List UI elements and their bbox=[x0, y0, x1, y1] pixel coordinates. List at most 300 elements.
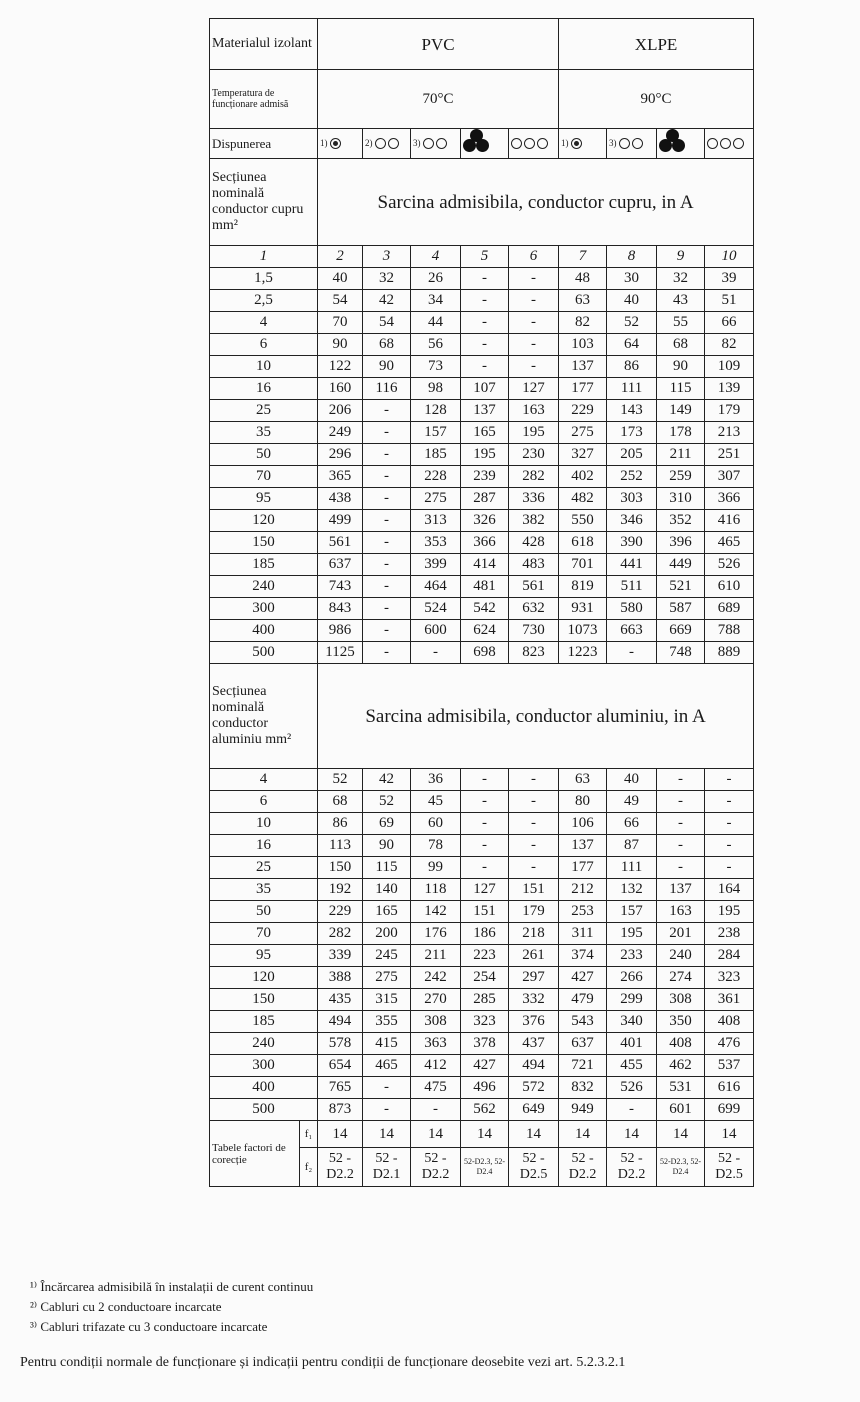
value-cell: 561 bbox=[509, 576, 559, 598]
section-cell: 185 bbox=[210, 554, 318, 576]
value-cell: 54 bbox=[318, 290, 363, 312]
value-cell: 311 bbox=[559, 923, 607, 945]
value-cell: 402 bbox=[559, 466, 607, 488]
value-cell: 479 bbox=[559, 989, 607, 1011]
table-row bbox=[210, 576, 754, 598]
value-cell: 68 bbox=[363, 334, 411, 356]
value-cell: 142 bbox=[411, 901, 461, 923]
value-cell: - bbox=[705, 857, 754, 879]
value-cell: - bbox=[363, 642, 411, 664]
value-cell: 610 bbox=[705, 576, 754, 598]
value-cell: - bbox=[705, 835, 754, 857]
column-number: 9 bbox=[657, 246, 705, 268]
value-cell: 137 bbox=[461, 400, 509, 422]
column-number: 2 bbox=[318, 246, 363, 268]
arrangement-1 bbox=[318, 129, 363, 159]
value-cell: 137 bbox=[657, 879, 705, 901]
value-cell: 205 bbox=[607, 444, 657, 466]
table-row bbox=[210, 312, 754, 334]
value-cell: 200 bbox=[363, 923, 411, 945]
value-cell: - bbox=[657, 791, 705, 813]
arrangement-3 bbox=[411, 129, 461, 159]
value-cell: - bbox=[363, 1099, 411, 1121]
value-cell: 986 bbox=[318, 620, 363, 642]
footnote-2: ²⁾ Cabluri cu 2 conductoare incarcate bbox=[30, 1299, 222, 1314]
f1-value: 14 bbox=[411, 1121, 461, 1148]
value-cell: 240 bbox=[657, 945, 705, 967]
section-cell: 500 bbox=[210, 642, 318, 664]
value-cell: 350 bbox=[657, 1011, 705, 1033]
value-cell: 165 bbox=[461, 422, 509, 444]
value-cell: - bbox=[461, 268, 509, 290]
section-cell: 70 bbox=[210, 923, 318, 945]
value-cell: 195 bbox=[509, 422, 559, 444]
value-cell: 68 bbox=[657, 334, 705, 356]
value-cell: - bbox=[363, 422, 411, 444]
temperature-xlpe: 90°C bbox=[559, 70, 754, 129]
value-cell: 87 bbox=[607, 835, 657, 857]
value-cell: 412 bbox=[411, 1055, 461, 1077]
value-cell: 157 bbox=[411, 422, 461, 444]
value-cell: 352 bbox=[657, 510, 705, 532]
table-row bbox=[210, 923, 754, 945]
value-cell: 63 bbox=[559, 769, 607, 791]
value-cell: - bbox=[509, 835, 559, 857]
value-cell: 115 bbox=[657, 378, 705, 400]
value-cell: - bbox=[461, 857, 509, 879]
value-cell: - bbox=[509, 334, 559, 356]
section-cell: 6 bbox=[210, 334, 318, 356]
value-cell: 308 bbox=[411, 1011, 461, 1033]
arrangement-label: Dispunerea bbox=[210, 129, 318, 159]
value-cell: 26 bbox=[411, 268, 461, 290]
value-cell: 437 bbox=[509, 1033, 559, 1055]
value-cell: 69 bbox=[363, 813, 411, 835]
cable-icon bbox=[537, 138, 548, 149]
value-cell: 40 bbox=[607, 290, 657, 312]
value-cell: 261 bbox=[509, 945, 559, 967]
footnote-mark: 1) bbox=[561, 138, 569, 148]
value-cell: 600 bbox=[411, 620, 461, 642]
section-cell: 16 bbox=[210, 378, 318, 400]
value-cell: 511 bbox=[607, 576, 657, 598]
value-cell: - bbox=[509, 356, 559, 378]
value-cell: 408 bbox=[705, 1011, 754, 1033]
value-cell: 211 bbox=[657, 444, 705, 466]
value-cell: - bbox=[509, 268, 559, 290]
table-row bbox=[210, 769, 754, 791]
value-cell: 122 bbox=[318, 356, 363, 378]
value-cell: 86 bbox=[607, 356, 657, 378]
value-cell: 49 bbox=[607, 791, 657, 813]
value-cell: 212 bbox=[559, 879, 607, 901]
value-cell: - bbox=[509, 769, 559, 791]
value-cell: 455 bbox=[607, 1055, 657, 1077]
value-cell: 78 bbox=[411, 835, 461, 857]
value-cell: 55 bbox=[657, 312, 705, 334]
value-cell: 218 bbox=[509, 923, 559, 945]
f2-label: f₂ bbox=[300, 1148, 318, 1187]
value-cell: 296 bbox=[318, 444, 363, 466]
f2-value: 52 - D2.2 bbox=[607, 1148, 657, 1187]
value-cell: 106 bbox=[559, 813, 607, 835]
footnote-1: ¹⁾ Încărcarea admisibilă în instalații de curent continuu bbox=[30, 1279, 314, 1294]
ampacity-table bbox=[209, 18, 754, 1187]
f2-value: 52 - D2.2 bbox=[559, 1148, 607, 1187]
value-cell: - bbox=[461, 312, 509, 334]
value-cell: 86 bbox=[318, 813, 363, 835]
value-cell: - bbox=[363, 510, 411, 532]
cable-icon bbox=[619, 138, 630, 149]
table-row bbox=[210, 598, 754, 620]
value-cell: - bbox=[607, 1099, 657, 1121]
final-note: Pentru condiții normale de funcționare și indicații pentru condiții de funcționare deosebite vezi art. 5.2.3.2.1 bbox=[20, 1355, 626, 1370]
value-cell: 427 bbox=[559, 967, 607, 989]
column-number-row bbox=[210, 246, 754, 268]
value-cell: 68 bbox=[318, 791, 363, 813]
value-cell: 239 bbox=[461, 466, 509, 488]
value-cell: 819 bbox=[559, 576, 607, 598]
value-cell: 82 bbox=[559, 312, 607, 334]
value-cell: 366 bbox=[705, 488, 754, 510]
table-row bbox=[210, 268, 754, 290]
value-cell: 176 bbox=[411, 923, 461, 945]
section-cell: 10 bbox=[210, 813, 318, 835]
value-cell: 438 bbox=[318, 488, 363, 510]
value-cell: - bbox=[363, 532, 411, 554]
value-cell: 476 bbox=[705, 1033, 754, 1055]
temperature-pvc: 70°C bbox=[318, 70, 559, 129]
value-cell: 521 bbox=[657, 576, 705, 598]
section-cell: 1,5 bbox=[210, 268, 318, 290]
xlpe-header: XLPE bbox=[559, 19, 754, 70]
value-cell: 165 bbox=[363, 901, 411, 923]
section-cell: 25 bbox=[210, 857, 318, 879]
value-cell: - bbox=[509, 791, 559, 813]
value-cell: 346 bbox=[607, 510, 657, 532]
value-cell: 542 bbox=[461, 598, 509, 620]
value-cell: 282 bbox=[318, 923, 363, 945]
table-row bbox=[210, 967, 754, 989]
value-cell: 618 bbox=[559, 532, 607, 554]
value-cell: 233 bbox=[607, 945, 657, 967]
value-cell: - bbox=[363, 554, 411, 576]
value-cell: 139 bbox=[705, 378, 754, 400]
f1-value: 14 bbox=[559, 1121, 607, 1148]
arrangement-8 bbox=[657, 129, 705, 159]
f2-value: 52 - D2.2 bbox=[318, 1148, 363, 1187]
value-cell: 245 bbox=[363, 945, 411, 967]
value-cell: 259 bbox=[657, 466, 705, 488]
value-cell: 118 bbox=[411, 879, 461, 901]
table-row bbox=[210, 378, 754, 400]
table-row bbox=[210, 1055, 754, 1077]
value-cell: 561 bbox=[318, 532, 363, 554]
arrangement-2 bbox=[363, 129, 411, 159]
table-row bbox=[210, 1011, 754, 1033]
arrangement-6 bbox=[559, 129, 607, 159]
cable-icon bbox=[707, 138, 718, 149]
value-cell: 251 bbox=[705, 444, 754, 466]
table-row bbox=[210, 422, 754, 444]
value-cell: - bbox=[411, 1099, 461, 1121]
cable-icon bbox=[388, 138, 399, 149]
cable-icon bbox=[720, 138, 731, 149]
value-cell: 44 bbox=[411, 312, 461, 334]
value-cell: 132 bbox=[607, 879, 657, 901]
value-cell: 70 bbox=[318, 312, 363, 334]
section-cell: 400 bbox=[210, 620, 318, 642]
value-cell: 441 bbox=[607, 554, 657, 576]
value-cell: 669 bbox=[657, 620, 705, 642]
value-cell: 481 bbox=[461, 576, 509, 598]
value-cell: 587 bbox=[657, 598, 705, 620]
table-row bbox=[210, 1077, 754, 1099]
section-cell: 95 bbox=[210, 945, 318, 967]
value-cell: 52 bbox=[318, 769, 363, 791]
value-cell: 249 bbox=[318, 422, 363, 444]
cable-icon bbox=[375, 138, 386, 149]
value-cell: 137 bbox=[559, 835, 607, 857]
value-cell: 111 bbox=[607, 857, 657, 879]
value-cell: 730 bbox=[509, 620, 559, 642]
value-cell: 270 bbox=[411, 989, 461, 1011]
section-cell: 240 bbox=[210, 576, 318, 598]
value-cell: 228 bbox=[411, 466, 461, 488]
value-cell: 843 bbox=[318, 598, 363, 620]
value-cell: 40 bbox=[318, 268, 363, 290]
value-cell: 127 bbox=[509, 378, 559, 400]
cable-icon bbox=[436, 138, 447, 149]
arrangement-7 bbox=[607, 129, 657, 159]
value-cell: 499 bbox=[318, 510, 363, 532]
table-row bbox=[210, 356, 754, 378]
value-cell: 689 bbox=[705, 598, 754, 620]
value-cell: 483 bbox=[509, 554, 559, 576]
section-cell: 50 bbox=[210, 901, 318, 923]
footnote-3: ³⁾ Cabluri trifazate cu 3 conductoare incarcate bbox=[30, 1319, 268, 1334]
value-cell: 637 bbox=[559, 1033, 607, 1055]
value-cell: - bbox=[461, 835, 509, 857]
table-row bbox=[210, 554, 754, 576]
value-cell: 1073 bbox=[559, 620, 607, 642]
value-cell: 111 bbox=[607, 378, 657, 400]
value-cell: 663 bbox=[607, 620, 657, 642]
section-cell: 300 bbox=[210, 598, 318, 620]
value-cell: 616 bbox=[705, 1077, 754, 1099]
f1-label: f₁ bbox=[300, 1121, 318, 1148]
column-number: 1 bbox=[210, 246, 318, 268]
value-cell: 195 bbox=[461, 444, 509, 466]
value-cell: 179 bbox=[509, 901, 559, 923]
value-cell: 408 bbox=[657, 1033, 705, 1055]
section-cell: 120 bbox=[210, 510, 318, 532]
value-cell: - bbox=[363, 576, 411, 598]
value-cell: 32 bbox=[363, 268, 411, 290]
value-cell: - bbox=[509, 813, 559, 835]
value-cell: 63 bbox=[559, 290, 607, 312]
value-cell: 282 bbox=[509, 466, 559, 488]
value-cell: 109 bbox=[705, 356, 754, 378]
table-row bbox=[210, 1033, 754, 1055]
section-cell: 500 bbox=[210, 1099, 318, 1121]
value-cell: 873 bbox=[318, 1099, 363, 1121]
copper-section-label: Secțiunea nominală conductor cupru mm² bbox=[210, 159, 318, 246]
value-cell: 632 bbox=[509, 598, 559, 620]
value-cell: 526 bbox=[607, 1077, 657, 1099]
value-cell: 185 bbox=[411, 444, 461, 466]
value-cell: 163 bbox=[657, 901, 705, 923]
value-cell: 396 bbox=[657, 532, 705, 554]
f1-value: 14 bbox=[461, 1121, 509, 1148]
value-cell: 143 bbox=[607, 400, 657, 422]
trefoil-cables-icon bbox=[659, 129, 685, 151]
value-cell: 43 bbox=[657, 290, 705, 312]
section-cell: 25 bbox=[210, 400, 318, 422]
value-cell: 284 bbox=[705, 945, 754, 967]
value-cell: - bbox=[461, 813, 509, 835]
value-cell: 336 bbox=[509, 488, 559, 510]
value-cell: 550 bbox=[559, 510, 607, 532]
table-row bbox=[210, 813, 754, 835]
value-cell: 128 bbox=[411, 400, 461, 422]
column-number: 5 bbox=[461, 246, 509, 268]
value-cell: 137 bbox=[559, 356, 607, 378]
value-cell: 427 bbox=[461, 1055, 509, 1077]
value-cell: 307 bbox=[705, 466, 754, 488]
f1-value: 14 bbox=[705, 1121, 754, 1148]
table-row bbox=[210, 400, 754, 422]
value-cell: 303 bbox=[607, 488, 657, 510]
f1-value: 14 bbox=[607, 1121, 657, 1148]
value-cell: 90 bbox=[657, 356, 705, 378]
table-row bbox=[210, 835, 754, 857]
value-cell: 56 bbox=[411, 334, 461, 356]
value-cell: 177 bbox=[559, 378, 607, 400]
value-cell: 323 bbox=[705, 967, 754, 989]
value-cell: 115 bbox=[363, 857, 411, 879]
value-cell: 151 bbox=[509, 879, 559, 901]
cable-icon bbox=[524, 138, 535, 149]
table-row bbox=[210, 1099, 754, 1121]
value-cell: 1223 bbox=[559, 642, 607, 664]
value-cell: 39 bbox=[705, 268, 754, 290]
value-cell: 465 bbox=[705, 532, 754, 554]
table-row bbox=[210, 879, 754, 901]
section-cell: 300 bbox=[210, 1055, 318, 1077]
value-cell: 465 bbox=[363, 1055, 411, 1077]
value-cell: - bbox=[363, 444, 411, 466]
value-cell: 90 bbox=[318, 334, 363, 356]
table-row bbox=[210, 857, 754, 879]
value-cell: 254 bbox=[461, 967, 509, 989]
column-number: 4 bbox=[411, 246, 461, 268]
value-cell: 150 bbox=[318, 857, 363, 879]
value-cell: - bbox=[461, 356, 509, 378]
value-cell: 601 bbox=[657, 1099, 705, 1121]
section-cell: 16 bbox=[210, 835, 318, 857]
value-cell: 889 bbox=[705, 642, 754, 664]
value-cell: 90 bbox=[363, 356, 411, 378]
value-cell: 223 bbox=[461, 945, 509, 967]
table-row bbox=[210, 989, 754, 1011]
value-cell: 266 bbox=[607, 967, 657, 989]
footnote-mark: 3) bbox=[609, 138, 617, 148]
value-cell: 52 bbox=[607, 312, 657, 334]
value-cell: 428 bbox=[509, 532, 559, 554]
value-cell: 449 bbox=[657, 554, 705, 576]
value-cell: 113 bbox=[318, 835, 363, 857]
value-cell: 649 bbox=[509, 1099, 559, 1121]
value-cell: - bbox=[461, 334, 509, 356]
section-cell: 10 bbox=[210, 356, 318, 378]
table-row bbox=[210, 620, 754, 642]
value-cell: - bbox=[363, 466, 411, 488]
value-cell: 192 bbox=[318, 879, 363, 901]
value-cell: 253 bbox=[559, 901, 607, 923]
table-row bbox=[210, 642, 754, 664]
value-cell: 107 bbox=[461, 378, 509, 400]
f2-value: 52-D2.3, 52-D2.4 bbox=[657, 1148, 705, 1187]
value-cell: 743 bbox=[318, 576, 363, 598]
value-cell: 353 bbox=[411, 532, 461, 554]
value-cell: - bbox=[461, 791, 509, 813]
value-cell: 931 bbox=[559, 598, 607, 620]
aluminum-section-label: Secțiunea nominală conductor aluminiu mm² bbox=[210, 664, 318, 769]
value-cell: 179 bbox=[705, 400, 754, 422]
value-cell: 363 bbox=[411, 1033, 461, 1055]
value-cell: 157 bbox=[607, 901, 657, 923]
value-cell: 42 bbox=[363, 290, 411, 312]
value-cell: 435 bbox=[318, 989, 363, 1011]
value-cell: 399 bbox=[411, 554, 461, 576]
value-cell: 388 bbox=[318, 967, 363, 989]
section-cell: 70 bbox=[210, 466, 318, 488]
value-cell: 274 bbox=[657, 967, 705, 989]
value-cell: 229 bbox=[559, 400, 607, 422]
value-cell: 1125 bbox=[318, 642, 363, 664]
value-cell: 416 bbox=[705, 510, 754, 532]
value-cell: 164 bbox=[705, 879, 754, 901]
value-cell: 116 bbox=[363, 378, 411, 400]
section-cell: 50 bbox=[210, 444, 318, 466]
value-cell: 140 bbox=[363, 879, 411, 901]
footnote-mark: 2) bbox=[365, 138, 373, 148]
value-cell: 310 bbox=[657, 488, 705, 510]
section-cell: 95 bbox=[210, 488, 318, 510]
value-cell: 537 bbox=[705, 1055, 754, 1077]
f2-value: 52 - D2.2 bbox=[411, 1148, 461, 1187]
section-cell: 150 bbox=[210, 532, 318, 554]
value-cell: 788 bbox=[705, 620, 754, 642]
section-cell: 150 bbox=[210, 989, 318, 1011]
value-cell: - bbox=[411, 642, 461, 664]
value-cell: 308 bbox=[657, 989, 705, 1011]
value-cell: 285 bbox=[461, 989, 509, 1011]
value-cell: - bbox=[657, 769, 705, 791]
column-number: 7 bbox=[559, 246, 607, 268]
value-cell: - bbox=[509, 312, 559, 334]
value-cell: 323 bbox=[461, 1011, 509, 1033]
table-row bbox=[210, 791, 754, 813]
f1-value: 14 bbox=[657, 1121, 705, 1148]
value-cell: 315 bbox=[363, 989, 411, 1011]
section-cell: 120 bbox=[210, 967, 318, 989]
value-cell: - bbox=[657, 835, 705, 857]
value-cell: 275 bbox=[559, 422, 607, 444]
section-cell: 4 bbox=[210, 312, 318, 334]
section-cell: 4 bbox=[210, 769, 318, 791]
